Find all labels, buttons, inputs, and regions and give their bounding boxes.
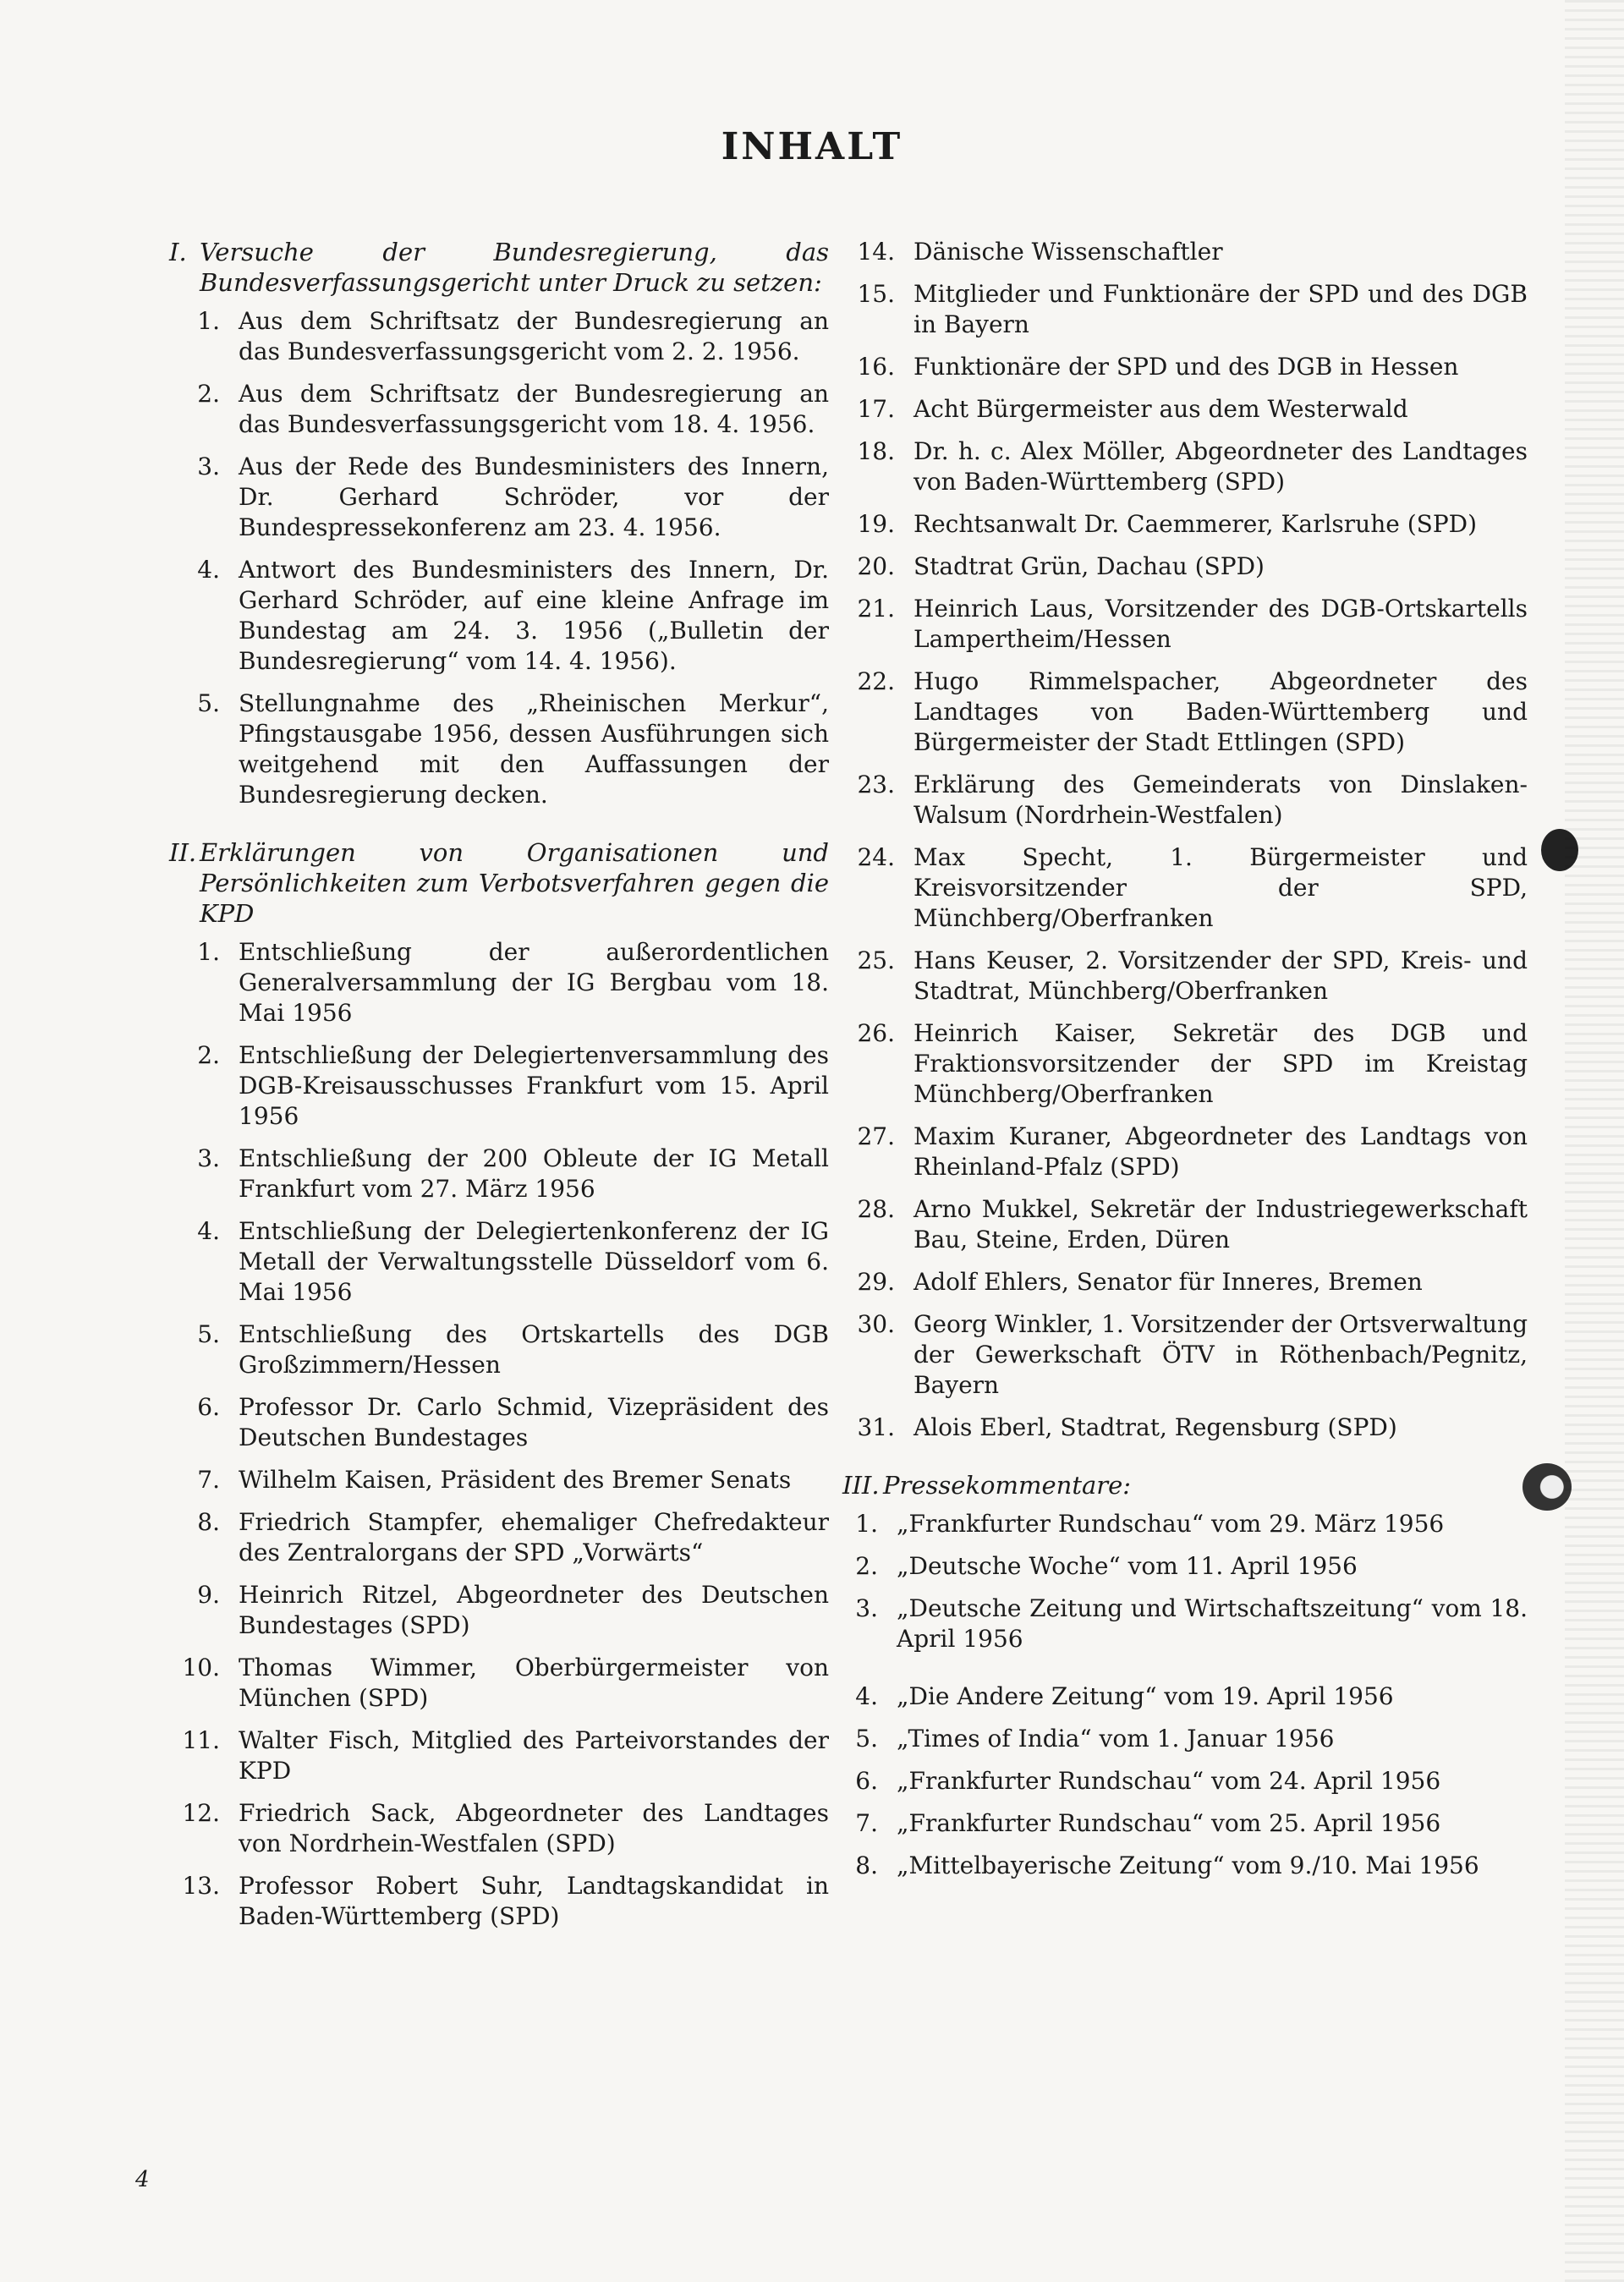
item-number: 31. [857,1413,895,1441]
list-item [842,551,1528,582]
list-item [842,279,1528,340]
item-number: 10. [182,1654,220,1681]
item-text: Walter Fisch, Mitglied des Parteivorstandes der KPD [239,1726,829,1785]
list-item [842,1413,1528,1443]
item-number: 29. [857,1268,895,1296]
item-number: 4. [855,1682,878,1710]
item-number: 27. [857,1122,895,1150]
item-text: Entschließung des Ortskartells des DGB Großzimmern/Hessen [239,1320,829,1379]
item-number: 26. [857,1019,895,1047]
item-text: Heinrich Laus, Vorsitzender des DGB-Ortskartells Lampertheim/Hessen [914,595,1528,653]
item-text: Erklärung des Gemeinderats von Dinslaken-Walsum (Nordrhein-Westfalen) [914,771,1528,829]
item-number: 7. [197,1466,220,1494]
item-number: 9. [197,1581,220,1609]
item-number: 6. [197,1393,220,1421]
list-item [169,937,829,1029]
list-item [842,842,1528,934]
spacer [842,1455,1528,1470]
item-number: 1. [197,938,220,966]
item-text: Aus der Rede des Bundesministers des Innern, Dr. Gerhard Schröder, vor der Bundespressekonferenz am 23. 4. 1956. [239,453,829,541]
item-text: Thomas Wimmer, Oberbürgermeister von München (SPD) [239,1654,829,1712]
item-number: 24. [857,843,895,871]
item-text: Alois Eberl, Stadtrat, Regensburg (SPD) [914,1413,1397,1441]
item-number: 28. [857,1195,895,1223]
item-text: Mitglieder und Funktionäre der SPD und des DGB in Bayern [914,280,1528,338]
item-number: 23. [857,771,895,798]
item-text: Hugo Rimmelspacher, Abgeordneter des Landtages von Baden-Württemberg und Bürgermeister der Stadt Ettlingen (SPD) [914,667,1528,756]
section-2-list-left [169,937,829,1932]
list-item [842,1194,1528,1255]
item-text: Stadtrat Grün, Dachau (SPD) [914,552,1265,580]
item-text: Friedrich Stampfer, ehemaliger Chefredakteur des Zentralorgans der SPD „Vorwärts“ [239,1508,829,1566]
item-number: 11. [182,1726,220,1754]
page-edge-texture [1565,0,1624,2282]
item-text: Maxim Kuraner, Abgeordneter des Landtags von Rheinland-Pfalz (SPD) [914,1122,1528,1181]
list-item [842,594,1528,655]
list-item [842,946,1528,1007]
item-text: Funktionäre der SPD und des DGB in Hessen [914,353,1459,381]
list-item [842,1018,1528,1110]
item-number: 3. [197,453,220,480]
item-text: „Frankfurter Rundschau“ vom 25. April 1956 [897,1809,1441,1837]
item-text: Rechtsanwalt Dr. Caemmerer, Karlsruhe (SPD) [914,510,1478,538]
list-item [842,1766,1528,1797]
list-item [842,1681,1528,1712]
list-item [169,306,829,367]
item-text: Aus dem Schriftsatz der Bundesregierung an das Bundesverfassungsgericht vom 2. 2. 1956. [239,307,829,365]
item-number: 2. [197,1041,220,1069]
item-number: 15. [857,280,895,308]
list-item [169,1871,829,1932]
list-item [169,1507,829,1568]
section-heading-3 [842,1470,1528,1500]
list-item [842,666,1528,758]
item-number: 2. [197,380,220,408]
item-number: 1. [197,307,220,335]
item-text: Friedrich Sack, Abgeordneter des Landtages von Nordrhein-Westfalen (SPD) [239,1799,829,1857]
item-text: Georg Winkler, 1. Vorsitzender der Ortsverwaltung der Gewerkschaft ÖTV in Röthenbach/Pegnitz, Bayern [914,1310,1528,1399]
page-number: 4 [135,2167,150,2192]
spacer [169,822,829,837]
item-number: 14. [857,238,895,266]
item-text: „Mittelbayerische Zeitung“ vom 9./10. Mai 1956 [897,1851,1479,1879]
list-item [169,1653,829,1714]
item-number: 3. [197,1144,220,1172]
list-item [169,1465,829,1495]
item-number: 5. [197,1320,220,1348]
item-text: Entschließung der außerordentlichen Generalversammlung der IG Bergbau vom 18. Mai 1956 [239,938,829,1027]
section-heading-2 [169,837,829,929]
section-title: Erklärungen von Organisationen und Persönlichkeiten zum Verbotsverfahren gegen die KPD [200,838,829,928]
section-title: Pressekommentare: [883,1471,1132,1500]
item-number: 18. [857,437,895,465]
list-item [169,1392,829,1453]
section-number: I. [169,238,187,266]
item-number: 25. [857,946,895,974]
item-text: „Deutsche Zeitung und Wirtschaftszeitung“ vom 18. April 1956 [897,1594,1528,1653]
list-item [842,1551,1528,1582]
item-text: Entschließung der Delegiertenversammlung des DGB-Kreisausschusses Frankfurt vom 15. April 1956 [239,1041,829,1130]
item-number: 8. [197,1508,220,1536]
list-item [842,1309,1528,1401]
item-text: Heinrich Kaiser, Sekretär des DGB und Fraktionsvorsitzender der SPD im Kreistag Münchberg/Oberfranken [914,1019,1528,1108]
item-number: 8. [855,1851,878,1879]
item-number: 4. [197,1217,220,1245]
item-text: Adolf Ehlers, Senator für Inneres, Bremen [914,1268,1423,1296]
item-text: Professor Dr. Carlo Schmid, Vizepräsident des Deutschen Bundestages [239,1393,829,1451]
item-number: 20. [857,552,895,580]
list-item [842,1509,1528,1539]
item-number: 2. [855,1552,878,1580]
left-column [169,237,829,1944]
list-item [842,1122,1528,1182]
item-number: 4. [197,556,220,584]
item-text: Arno Mukkel, Sekretär der Industriegewerkschaft Bau, Steine, Erden, Düren [914,1195,1528,1253]
section-heading-1 [169,237,829,298]
item-number: 6. [855,1767,878,1795]
item-text: Entschließung der 200 Obleute der IG Metall Frankfurt vom 27. März 1956 [239,1144,829,1203]
item-text: Stellungnahme des „Rheinischen Merkur“, Pfingstausgabe 1956, dessen Ausführungen sich weitgehend mit den Auffassungen der Bundesregierung decken. [239,689,829,809]
item-number: 12. [182,1799,220,1827]
item-text: Professor Robert Suhr, Landtagskandidat in Baden-Württemberg (SPD) [239,1872,829,1930]
item-number: 1. [855,1510,878,1538]
list-item [169,1319,829,1380]
section-2-list-right [842,237,1528,1443]
item-text: Antwort des Bundesministers des Innern, Dr. Gerhard Schröder, auf eine kleine Anfrage im Bundestag am 24. 3. 1956 („Bulletin der Bundesregierung“ vom 14. 4. 1956). [239,556,829,675]
list-item [169,555,829,677]
page-title: INHALT [721,125,903,168]
list-item [169,379,829,440]
list-item [842,1267,1528,1297]
item-text: Dänische Wissenschaftler [914,238,1223,266]
item-text: Wilhelm Kaisen, Präsident des Bremer Senats [239,1466,792,1494]
item-number: 19. [857,510,895,538]
item-number: 21. [857,595,895,623]
list-item [169,1216,829,1308]
list-item [842,237,1528,267]
section-3-list [842,1509,1528,1881]
item-number: 7. [855,1809,878,1837]
item-number: 17. [857,395,895,423]
item-text: „Die Andere Zeitung“ vom 19. April 1956 [897,1682,1394,1710]
item-number: 30. [857,1310,895,1338]
list-item [169,1580,829,1641]
item-text: „Frankfurter Rundschau“ vom 24. April 1956 [897,1767,1441,1795]
list-item [169,1798,829,1859]
section-number: III. [842,1471,880,1500]
list-item [169,452,829,543]
item-text: Hans Keuser, 2. Vorsitzender der SPD, Kreis- und Stadtrat, Münchberg/Oberfranken [914,946,1528,1005]
list-item [169,1040,829,1132]
item-number: 16. [857,353,895,381]
item-text: „Frankfurter Rundschau“ vom 29. März 1956 [897,1510,1445,1538]
item-number: 3. [855,1594,878,1622]
spacer [842,1666,1528,1681]
right-column [842,237,1528,1893]
item-text: Dr. h. c. Alex Möller, Abgeordneter des Landtages von Baden-Württemberg (SPD) [914,437,1528,496]
list-item [842,770,1528,831]
list-item [842,436,1528,497]
item-text: Max Specht, 1. Bürgermeister und Kreisvorsitzender der SPD, Münchberg/Oberfranken [914,843,1528,932]
item-number: 5. [855,1725,878,1753]
list-item [842,1724,1528,1754]
list-item [842,394,1528,425]
list-item [169,688,829,810]
item-number: 22. [857,667,895,695]
item-text: „Times of India“ vom 1. Januar 1956 [897,1725,1335,1753]
section-1-list [169,306,829,810]
item-number: 5. [197,689,220,717]
list-item [842,1594,1528,1654]
item-text: Entschließung der Delegiertenkonferenz der IG Metall der Verwaltungsstelle Düsseldorf vom 6. Mai 1956 [239,1217,829,1306]
item-text: Acht Bürgermeister aus dem Westerwald [914,395,1408,423]
list-item [842,509,1528,540]
list-item [842,352,1528,382]
item-text: Aus dem Schriftsatz der Bundesregierung an das Bundesverfassungsgericht vom 18. 4. 1956. [239,380,829,438]
section-title: Versuche der Bundesregierung, das Bundesverfassungsgericht unter Druck zu setzen: [200,238,829,297]
list-item [169,1144,829,1204]
section-number: II. [169,838,197,867]
item-text: „Deutsche Woche“ vom 11. April 1956 [897,1552,1358,1580]
item-number: 13. [182,1872,220,1900]
item-text: Heinrich Ritzel, Abgeordneter des Deutschen Bundestages (SPD) [239,1581,829,1639]
list-item [169,1725,829,1786]
list-item [842,1808,1528,1839]
list-item [842,1851,1528,1881]
